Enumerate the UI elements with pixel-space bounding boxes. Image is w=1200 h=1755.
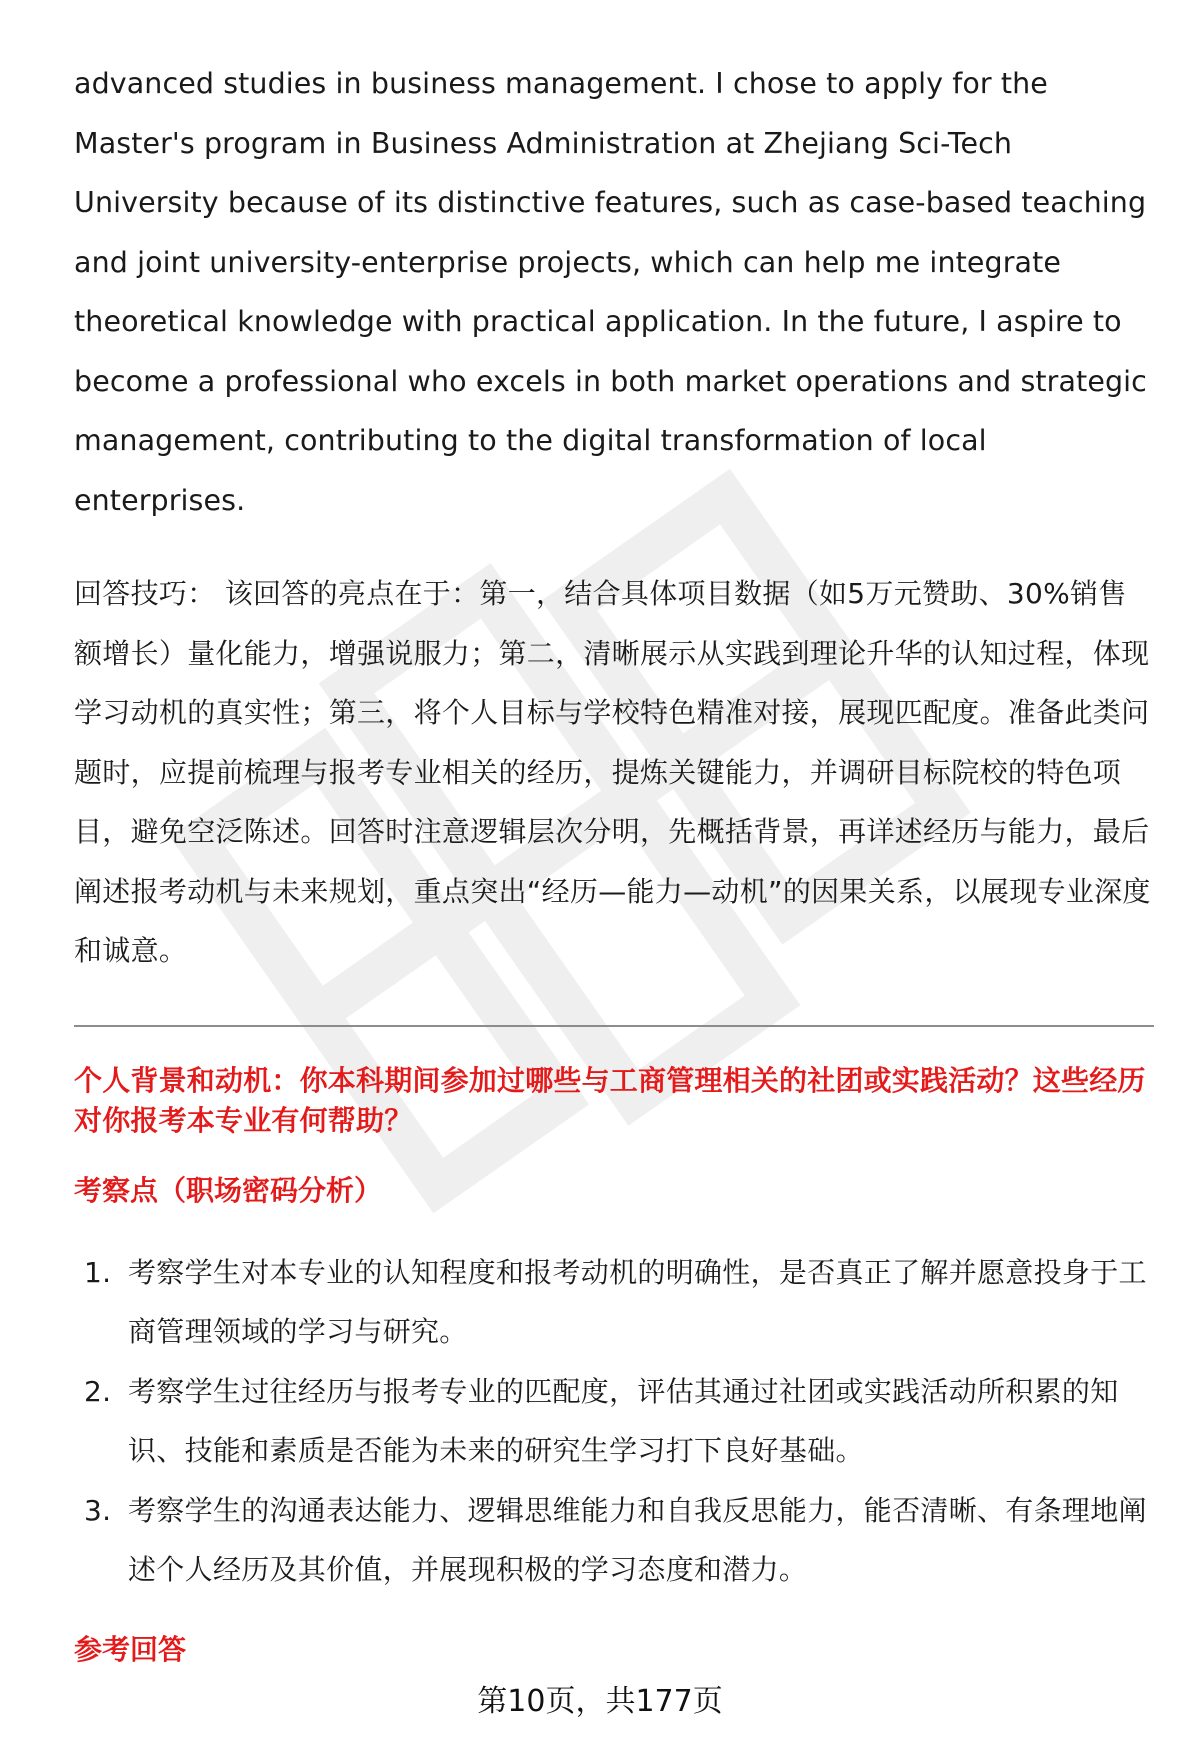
analysis-heading: 考察点（职场密码分析） (74, 1173, 383, 1207)
list-item (74, 1362, 1154, 1481)
list-item-text: 考察学生的沟通表达能力、逻辑思维能力和自我反思能力，能否清晰、有条理地阐述个人经历及其价值，并展现积极的学习态度和潜力。 (128, 1493, 1147, 1586)
page-number-footer: 第10页，共177页 (477, 1684, 723, 1719)
section-divider (74, 1025, 1154, 1027)
list-item (74, 1243, 1154, 1362)
english-answer-paragraph: advanced studies in business management. I chose to apply for the Master's program in Business Administration at Zhejiang Sci-Tech University because of its distinctive features, such as case-based teaching and joint university-enterprise projects, which can help me integrate theoretical knowledge with practical application. In the future, I aspire to become a professional who excels in both market operations and strategic management, contributing to the digital transformation of local enterprises. (74, 67, 1147, 517)
list-item-number: 2. (84, 1374, 112, 1408)
question-heading: 个人背景和动机：你本科期间参加过哪些与工商管理相关的社团或实践活动？这些经历对你报考本专业有何帮助？ (74, 1063, 1146, 1137)
list-item-text: 考察学生对本专业的认知程度和报考动机的明确性，是否真正了解并愿意投身于工商管理领域的学习与研究。 (128, 1255, 1147, 1348)
document-page (74, 54, 1154, 1670)
answer-tips-paragraph: 回答技巧： 该回答的亮点在于：第一，结合具体项目数据（如5万元赞助、30%销售额增长）量化能力，增强说服力；第二，清晰展示从实践到理论升华的认知过程，体现学习动机的真实性；第三，将个人目标与学校特色精准对接，展现匹配度。准备此类问题时，应提前梳理与报考专业相关的经历，提炼关键能力，并调研目标院校的特色项目，避免空泛陈述。回答时注意逻辑层次分明，先概括背景，再详述经历与能力，最后阐述报考动机与未来规划，重点突出“经历—能力—动机”的因果关系，以展现专业深度和诚意。 (74, 577, 1151, 967)
analysis-points-list (74, 1243, 1154, 1600)
list-item (74, 1481, 1154, 1600)
list-item-number: 3. (84, 1493, 112, 1527)
list-item-text: 考察学生过往经历与报考专业的匹配度，评估其通过社团或实践活动所积累的知识、技能和素质是否能为未来的研究生学习打下良好基础。 (128, 1374, 1119, 1467)
list-item-number: 1. (84, 1255, 112, 1289)
reference-answer-heading: 参考回答 (74, 1632, 187, 1666)
